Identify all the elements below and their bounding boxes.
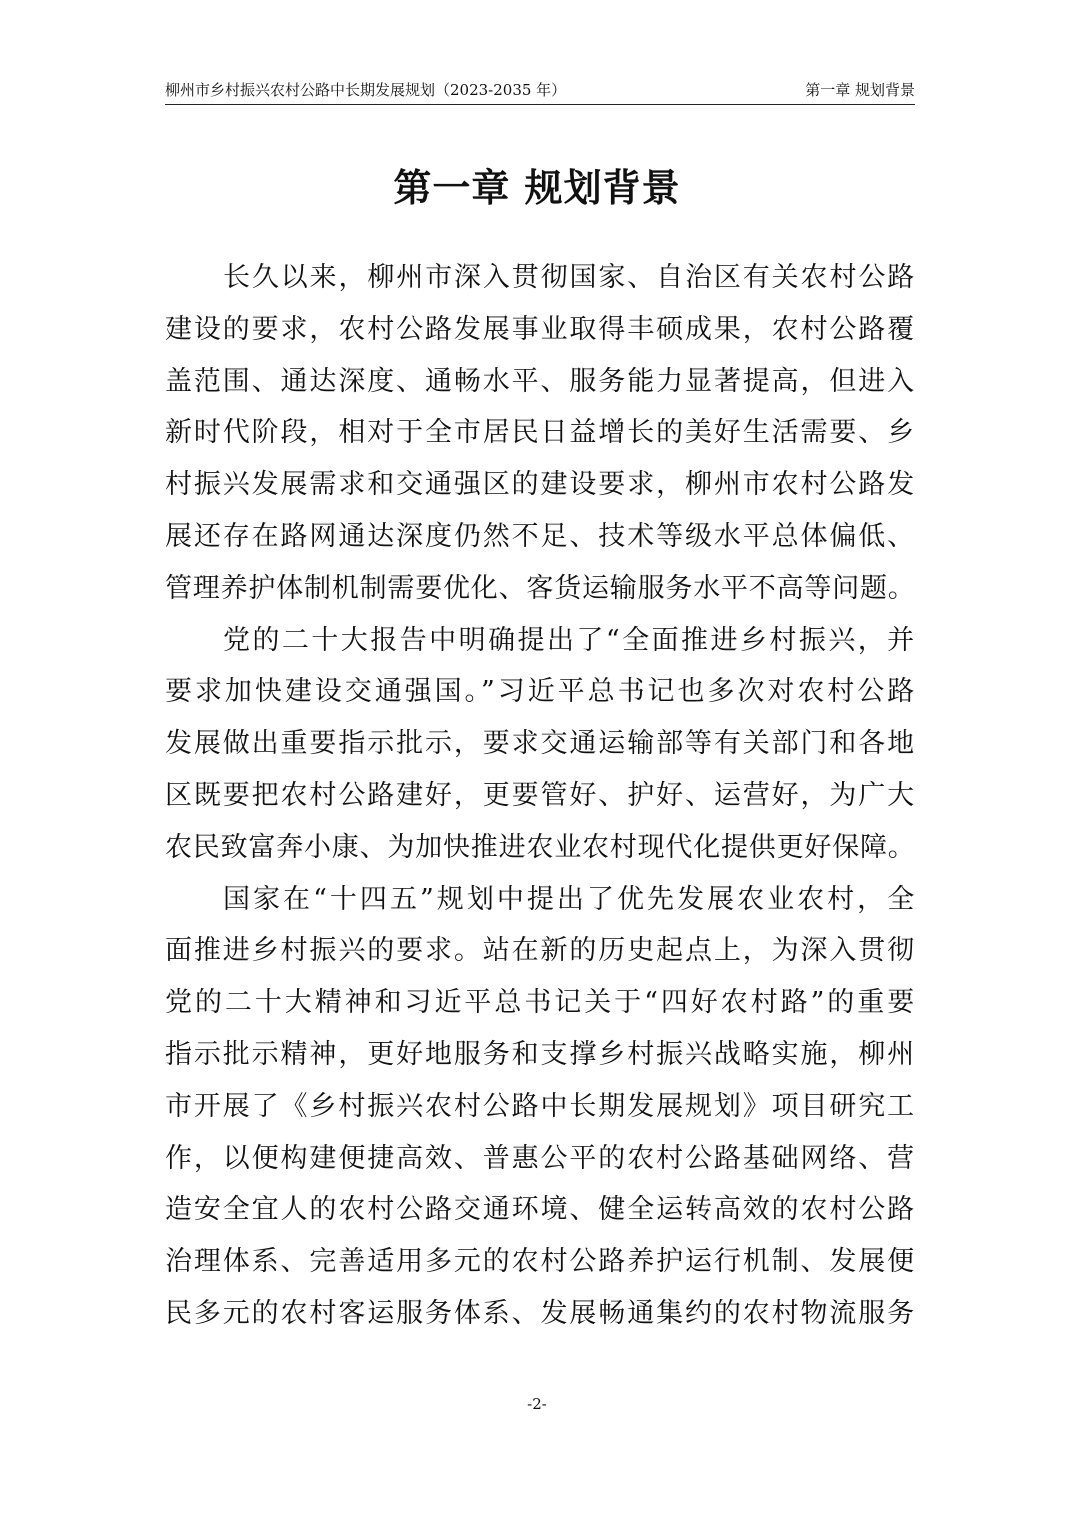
paragraph-line: 展还存在路网通达深度仍然不足、技术等级水平总体偏低、 bbox=[165, 520, 915, 552]
paragraph-line: 面推进乡村振兴的要求。站在新的历史起点上，为深入贯彻 bbox=[165, 935, 915, 967]
paragraph-line: 党的二十大报告中明确提出了“全面推进乡村振兴，并 bbox=[223, 624, 915, 656]
paragraph-line: 民多元的农村客运服务体系、发展畅通集约的农村物流服务 bbox=[165, 1297, 915, 1329]
paragraph-line: 造安全宜人的农村公路交通环境、健全运转高效的农村公路 bbox=[165, 1194, 915, 1226]
paragraph-line: 区既要把农村公路建好，更要管好、护好、运营好，为广大 bbox=[165, 779, 915, 811]
header-document-title: 柳州市乡村振兴农村公路中长期发展规划（2023-2035 年） bbox=[165, 81, 567, 99]
paragraph-line: 要求加快建设交通强国。”习近平总书记也多次对农村公路 bbox=[165, 676, 915, 708]
paragraph-line: 村振兴发展需求和交通强区的建设要求，柳州市农村公路发 bbox=[165, 469, 915, 501]
paragraph-line: 治理体系、完善适用多元的农村公路养护运行机制、发展便 bbox=[165, 1246, 915, 1278]
paragraph-line: 指示批示精神，更好地服务和支撑乡村振兴战略实施，柳州 bbox=[165, 1038, 915, 1070]
paragraph-line: 发展做出重要指示批示，要求交通运输部等有关部门和各地 bbox=[165, 728, 915, 760]
paragraph-line: 市开展了《乡村振兴农村公路中长期发展规划》项目研究工 bbox=[165, 1090, 915, 1122]
body-text bbox=[165, 252, 915, 1340]
paragraph-line: 农民致富奔小康、为加快推进农业农村现代化提供更好保障。 bbox=[165, 831, 916, 863]
running-header bbox=[165, 76, 915, 105]
chapter-title: 第一章 规划背景 bbox=[393, 165, 681, 210]
paragraph-line: 管理养护体制机制需要优化、客货运输服务水平不高等问题。 bbox=[165, 572, 916, 604]
header-chapter-title: 第一章 规划背景 bbox=[805, 81, 915, 99]
paragraph-line: 国家在“十四五”规划中提出了优先发展农业农村，全 bbox=[223, 883, 915, 915]
page-number: -2- bbox=[527, 1395, 547, 1413]
paragraph-line: 作，以便构建便捷高效、普惠公平的农村公路基础网络、营 bbox=[165, 1142, 915, 1174]
paragraph-line: 新时代阶段，相对于全市居民日益增长的美好生活需要、乡 bbox=[165, 417, 915, 449]
paragraph-line: 盖范围、通达深度、通畅水平、服务能力显著提高，但进入 bbox=[165, 365, 915, 397]
paragraph-line: 建设的要求，农村公路发展事业取得丰硕成果，农村公路覆 bbox=[165, 313, 915, 345]
paragraph-line: 党的二十大精神和习近平总书记关于“四好农村路”的重要 bbox=[165, 987, 915, 1019]
paragraph-line: 长久以来，柳州市深入贯彻国家、自治区有关农村公路 bbox=[223, 262, 915, 293]
